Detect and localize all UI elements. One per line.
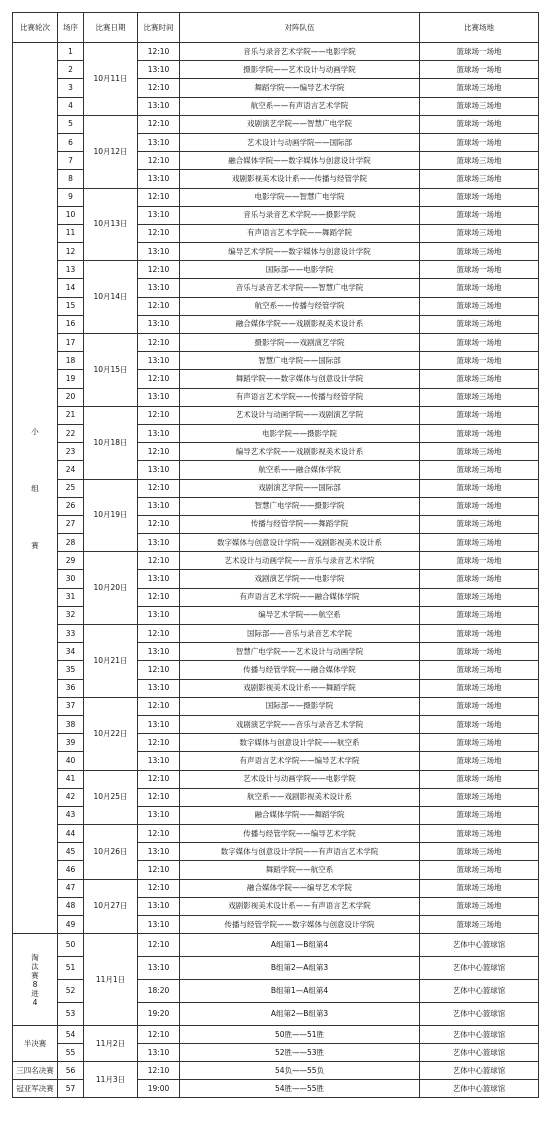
time-cell: 13:10 [138,424,180,442]
time-cell: 13:10 [138,752,180,770]
match-no-cell: 28 [58,534,84,552]
venue-cell: 篮球场三场地 [420,461,539,479]
match-no-cell: 35 [58,661,84,679]
teams-cell: 编导艺术学院——航空系 [180,606,420,624]
match-no-cell: 9 [58,188,84,206]
teams-cell: 数字媒体与创意设计学院——航空系 [180,734,420,752]
date-cell: 10月18日 [84,406,138,479]
round-cell [13,1080,58,1098]
teams-cell: 摄影学院——艺术设计与动画学院 [180,61,420,79]
date-cell: 10月25日 [84,770,138,825]
teams-cell: 智慧广电学院——国际部 [180,352,420,370]
teams-cell: A组第1—B组第4 [180,934,420,957]
venue-cell: 篮球场三场地 [420,752,539,770]
header-match-no: 场序 [58,13,84,43]
match-no-cell: 16 [58,315,84,333]
table-row [13,770,539,788]
table-row [13,1026,539,1044]
teams-cell: 电影学院——智慧广电学院 [180,188,420,206]
venue-cell: 篮球场一场地 [420,352,539,370]
match-no-cell: 15 [58,297,84,315]
match-no-cell: 22 [58,424,84,442]
date-cell: 10月22日 [84,697,138,770]
date-cell: 11月2日 [84,1026,138,1062]
teams-cell: 音乐与录音艺术学院——智慧广电学院 [180,279,420,297]
teams-cell: 艺术设计与动画学院——电影学院 [180,770,420,788]
venue-cell: 篮球场一场地 [420,206,539,224]
teams-cell: 摄影学院——戏剧演艺学院 [180,334,420,352]
match-no-cell: 2 [58,61,84,79]
teams-cell: A组第2—B组第3 [180,1003,420,1026]
match-no-cell: 55 [58,1044,84,1062]
table-row [13,934,539,957]
match-no-cell: 46 [58,861,84,879]
round-label-line: 冠亚军决赛 [16,1084,54,1094]
match-no-cell: 25 [58,479,84,497]
time-cell: 12:10 [138,588,180,606]
time-cell: 12:10 [138,152,180,170]
time-cell: 12:10 [138,224,180,242]
table-row [13,261,539,279]
match-no-cell: 11 [58,224,84,242]
time-cell: 12:10 [138,79,180,97]
date-cell: 10月26日 [84,825,138,880]
round-cell [13,1026,58,1062]
venue-cell: 篮球场一场地 [420,43,539,61]
venue-cell: 篮球场三场地 [420,588,539,606]
header-teams: 对阵队伍 [180,13,420,43]
match-no-cell: 26 [58,497,84,515]
match-no-cell: 1 [58,43,84,61]
venue-cell: 艺体中心篮球馆 [420,1080,539,1098]
match-no-cell: 18 [58,352,84,370]
time-cell: 13:10 [138,206,180,224]
match-no-cell: 37 [58,697,84,715]
teams-cell: 融合媒体学院——舞蹈学院 [180,806,420,824]
venue-cell: 篮球场三场地 [420,315,539,333]
time-cell: 12:10 [138,788,180,806]
match-no-cell: 8 [58,170,84,188]
table-row [13,43,539,61]
venue-cell: 篮球场三场地 [420,515,539,533]
teams-cell: 国际部——电影学院 [180,261,420,279]
match-no-cell: 27 [58,515,84,533]
match-no-cell: 13 [58,261,84,279]
teams-cell: 航空系——戏剧影视美术设计系 [180,788,420,806]
venue-cell: 篮球场一场地 [420,279,539,297]
time-cell: 12:10 [138,825,180,843]
match-no-cell: 40 [58,752,84,770]
match-no-cell: 47 [58,879,84,897]
time-cell: 12:10 [138,406,180,424]
teams-cell: 航空系——有声语言艺术学院 [180,97,420,115]
venue-cell: 艺体中心篮球馆 [420,934,539,957]
match-no-cell: 48 [58,897,84,915]
time-cell: 12:10 [138,334,180,352]
round-label-line: 组 [31,483,39,493]
round-label-line: 4 [32,997,38,1007]
round-label-line: 淘 [31,952,39,962]
time-cell: 13:10 [138,1044,180,1062]
venue-cell: 艺体中心篮球馆 [420,957,539,980]
venue-cell: 篮球场三场地 [420,79,539,97]
venue-cell: 篮球场一场地 [420,697,539,715]
teams-cell: 传播与经管学院——编导艺术学院 [180,825,420,843]
match-no-cell: 42 [58,788,84,806]
venue-cell: 篮球场三场地 [420,734,539,752]
time-cell: 13:10 [138,570,180,588]
time-cell: 13:10 [138,957,180,980]
date-cell: 10月15日 [84,334,138,407]
time-cell: 13:10 [138,133,180,151]
venue-cell: 篮球场三场地 [420,443,539,461]
venue-cell: 篮球场三场地 [420,861,539,879]
venue-cell: 艺体中心篮球馆 [420,1026,539,1044]
round-label-line: 小 [31,426,39,436]
teams-cell: 传播与经管学院——舞蹈学院 [180,515,420,533]
time-cell: 13:10 [138,497,180,515]
time-cell: 12:10 [138,734,180,752]
venue-cell: 艺体中心篮球馆 [420,1044,539,1062]
round-label-line: 进 [31,988,39,998]
date-cell: 10月27日 [84,879,138,934]
time-cell: 12:10 [138,115,180,133]
match-no-cell: 44 [58,825,84,843]
date-cell: 10月21日 [84,625,138,698]
venue-cell: 篮球场三场地 [420,152,539,170]
teams-cell: 戏剧演艺学院——智慧广电学院 [180,115,420,133]
table-row [13,1062,539,1080]
date-cell: 11月3日 [84,1062,138,1098]
teams-cell: 航空系——融合媒体学院 [180,461,420,479]
venue-cell: 篮球场三场地 [420,679,539,697]
time-cell: 12:10 [138,515,180,533]
venue-cell: 篮球场一场地 [420,715,539,733]
time-cell: 13:10 [138,315,180,333]
teams-cell: 舞蹈学院——航空系 [180,861,420,879]
venue-cell: 篮球场三场地 [420,916,539,934]
round-cell [13,43,58,934]
round-label-line: 三四名决赛 [16,1066,54,1076]
match-no-cell: 30 [58,570,84,588]
match-no-cell: 52 [58,980,84,1003]
venue-cell: 篮球场三场地 [420,388,539,406]
match-no-cell: 5 [58,115,84,133]
match-no-cell: 3 [58,79,84,97]
venue-cell: 篮球场一场地 [420,115,539,133]
time-cell: 12:10 [138,261,180,279]
venue-cell: 艺体中心篮球馆 [420,1062,539,1080]
header-row [13,13,539,43]
table-row [13,879,539,897]
round-label-line: 汰 [31,961,39,971]
date-cell: 10月12日 [84,115,138,188]
venue-cell: 篮球场一场地 [420,497,539,515]
venue-cell: 篮球场一场地 [420,133,539,151]
venue-cell: 篮球场一场地 [420,552,539,570]
table-row [13,479,539,497]
date-cell: 11月1日 [84,934,138,1026]
teams-cell: 有声语言艺术学院——融合媒体学院 [180,588,420,606]
match-no-cell: 45 [58,843,84,861]
time-cell: 12:10 [138,697,180,715]
teams-cell: 50胜——51胜 [180,1026,420,1044]
header-date: 比赛日期 [84,13,138,43]
time-cell: 13:10 [138,916,180,934]
time-cell: 12:10 [138,43,180,61]
teams-cell: B组第1—A组第4 [180,980,420,1003]
teams-cell: 戏剧影视美术设计系——传播与经管学院 [180,170,420,188]
venue-cell: 篮球场三场地 [420,297,539,315]
match-no-cell: 10 [58,206,84,224]
time-cell: 13:10 [138,170,180,188]
match-no-cell: 4 [58,97,84,115]
time-cell: 13:10 [138,97,180,115]
time-cell: 13:10 [138,461,180,479]
teams-cell: 航空系——传播与经管学院 [180,297,420,315]
time-cell: 12:10 [138,1062,180,1080]
teams-cell: 融合媒体学院——数字媒体与创意设计学院 [180,152,420,170]
time-cell: 12:10 [138,661,180,679]
venue-cell: 篮球场一场地 [420,570,539,588]
teams-cell: 编导艺术学院——数字媒体与创意设计学院 [180,243,420,261]
time-cell: 13:10 [138,806,180,824]
match-no-cell: 32 [58,606,84,624]
time-cell: 13:10 [138,279,180,297]
match-no-cell: 50 [58,934,84,957]
match-no-cell: 54 [58,1026,84,1044]
header-round: 比赛轮次 [13,13,58,43]
venue-cell: 篮球场一场地 [420,770,539,788]
header-venue: 比赛场地 [420,13,539,43]
round-label-line: 赛 [31,970,39,980]
time-cell: 13:10 [138,679,180,697]
venue-cell: 篮球场三场地 [420,243,539,261]
teams-cell: 数字媒体与创意设计学院——戏剧影视美术设计系 [180,534,420,552]
teams-cell: 编导艺术学院——戏剧影视美术设计系 [180,443,420,461]
venue-cell: 篮球场三场地 [420,97,539,115]
match-no-cell: 19 [58,370,84,388]
time-cell: 13:10 [138,606,180,624]
venue-cell: 艺体中心篮球馆 [420,980,539,1003]
time-cell: 13:10 [138,352,180,370]
teams-cell: 戏剧演艺学院——国际部 [180,479,420,497]
match-no-cell: 49 [58,916,84,934]
time-cell: 13:10 [138,843,180,861]
match-no-cell: 53 [58,1003,84,1026]
venue-cell: 篮球场三场地 [420,897,539,915]
teams-cell: 54胜——55胜 [180,1080,420,1098]
round-label-line: 8 [32,979,38,989]
time-cell: 12:10 [138,370,180,388]
header-time: 比赛时间 [138,13,180,43]
match-no-cell: 39 [58,734,84,752]
table-row [13,188,539,206]
match-no-cell: 33 [58,625,84,643]
time-cell: 19:20 [138,1003,180,1026]
teams-cell: 54负——55负 [180,1062,420,1080]
schedule-body [13,43,539,1098]
time-cell: 13:10 [138,61,180,79]
round-cell [13,934,58,1026]
teams-cell: 戏剧影视美术设计系——有声语言艺术学院 [180,897,420,915]
teams-cell: 52胜——53胜 [180,1044,420,1062]
match-no-cell: 23 [58,443,84,461]
time-cell: 12:10 [138,479,180,497]
table-row [13,625,539,643]
match-no-cell: 36 [58,679,84,697]
time-cell: 18:20 [138,980,180,1003]
date-cell: 10月20日 [84,552,138,625]
match-no-cell: 34 [58,643,84,661]
venue-cell: 篮球场三场地 [420,879,539,897]
venue-cell: 艺体中心篮球馆 [420,1003,539,1026]
venue-cell: 篮球场一场地 [420,479,539,497]
teams-cell: 国际部——音乐与录音艺术学院 [180,625,420,643]
teams-cell: 融合媒体学院——编导艺术学院 [180,879,420,897]
teams-cell: 舞蹈学院——数字媒体与创意设计学院 [180,370,420,388]
teams-cell: 戏剧影视美术设计系——舞蹈学院 [180,679,420,697]
match-no-cell: 41 [58,770,84,788]
time-cell: 13:10 [138,388,180,406]
venue-cell: 篮球场三场地 [420,788,539,806]
match-no-cell: 6 [58,133,84,151]
time-cell: 12:10 [138,552,180,570]
time-cell: 13:10 [138,897,180,915]
teams-cell: 艺术设计与动画学院——戏剧演艺学院 [180,406,420,424]
venue-cell: 篮球场一场地 [420,424,539,442]
match-no-cell: 14 [58,279,84,297]
venue-cell: 篮球场一场地 [420,188,539,206]
date-cell: 10月13日 [84,188,138,261]
match-no-cell: 31 [58,588,84,606]
table-row [13,334,539,352]
teams-cell: 艺术设计与动画学院——音乐与录音艺术学院 [180,552,420,570]
match-no-cell: 17 [58,334,84,352]
table-row [13,697,539,715]
match-no-cell: 57 [58,1080,84,1098]
time-cell: 12:10 [138,861,180,879]
round-cell [13,1062,58,1080]
time-cell: 13:10 [138,643,180,661]
venue-cell: 篮球场三场地 [420,825,539,843]
date-cell: 10月19日 [84,479,138,552]
venue-cell: 篮球场三场地 [420,170,539,188]
time-cell: 12:10 [138,625,180,643]
match-no-cell: 29 [58,552,84,570]
time-cell: 12:10 [138,1026,180,1044]
teams-cell: 数字媒体与创意设计学院——有声语言艺术学院 [180,843,420,861]
venue-cell: 篮球场三场地 [420,534,539,552]
teams-cell: 传播与经管学院——融合媒体学院 [180,661,420,679]
round-label-line: 半决赛 [23,1039,47,1049]
venue-cell: 篮球场一场地 [420,643,539,661]
teams-cell: 音乐与录音艺术学院——摄影学院 [180,206,420,224]
venue-cell: 篮球场三场地 [420,843,539,861]
time-cell: 13:10 [138,534,180,552]
venue-cell: 篮球场一场地 [420,334,539,352]
time-cell: 12:10 [138,297,180,315]
teams-cell: 智慧广电学院——摄影学院 [180,497,420,515]
table-row [13,825,539,843]
date-cell: 10月11日 [84,43,138,116]
teams-cell: 融合媒体学院——戏剧影视美术设计系 [180,315,420,333]
date-cell: 10月14日 [84,261,138,334]
time-cell: 12:10 [138,879,180,897]
table-row [13,115,539,133]
round-label-line: 赛 [31,540,39,550]
match-no-cell: 20 [58,388,84,406]
venue-cell: 篮球场一场地 [420,261,539,279]
time-cell: 13:10 [138,715,180,733]
teams-cell: 传播与经管学院——数字媒体与创意设计学院 [180,916,420,934]
teams-cell: 有声语言艺术学院——传播与经管学院 [180,388,420,406]
teams-cell: 舞蹈学院——编导艺术学院 [180,79,420,97]
teams-cell: 有声语言艺术学院——编导艺术学院 [180,752,420,770]
match-no-cell: 7 [58,152,84,170]
teams-cell: 戏剧演艺学院——音乐与录音艺术学院 [180,715,420,733]
teams-cell: 智慧广电学院——艺术设计与动画学院 [180,643,420,661]
match-no-cell: 56 [58,1062,84,1080]
teams-cell: 有声语言艺术学院——舞蹈学院 [180,224,420,242]
venue-cell: 篮球场三场地 [420,806,539,824]
time-cell: 13:10 [138,243,180,261]
time-cell: 19:00 [138,1080,180,1098]
table-row [13,406,539,424]
table-row [13,552,539,570]
match-no-cell: 38 [58,715,84,733]
match-no-cell: 43 [58,806,84,824]
teams-cell: 电影学院——摄影学院 [180,424,420,442]
teams-cell: 音乐与录音艺术学院——电影学院 [180,43,420,61]
schedule-table [12,12,539,1098]
teams-cell: 艺术设计与动画学院——国际部 [180,133,420,151]
time-cell: 12:10 [138,770,180,788]
time-cell: 12:10 [138,443,180,461]
match-no-cell: 51 [58,957,84,980]
venue-cell: 篮球场一场地 [420,406,539,424]
venue-cell: 篮球场一场地 [420,625,539,643]
venue-cell: 篮球场三场地 [420,606,539,624]
venue-cell: 篮球场三场地 [420,370,539,388]
venue-cell: 篮球场三场地 [420,661,539,679]
venue-cell: 篮球场三场地 [420,224,539,242]
match-no-cell: 21 [58,406,84,424]
time-cell: 12:10 [138,188,180,206]
match-no-cell: 24 [58,461,84,479]
teams-cell: 戏剧演艺学院——电影学院 [180,570,420,588]
teams-cell: 国际部——摄影学院 [180,697,420,715]
time-cell: 12:10 [138,934,180,957]
teams-cell: B组第2—A组第3 [180,957,420,980]
match-no-cell: 12 [58,243,84,261]
venue-cell: 篮球场一场地 [420,61,539,79]
